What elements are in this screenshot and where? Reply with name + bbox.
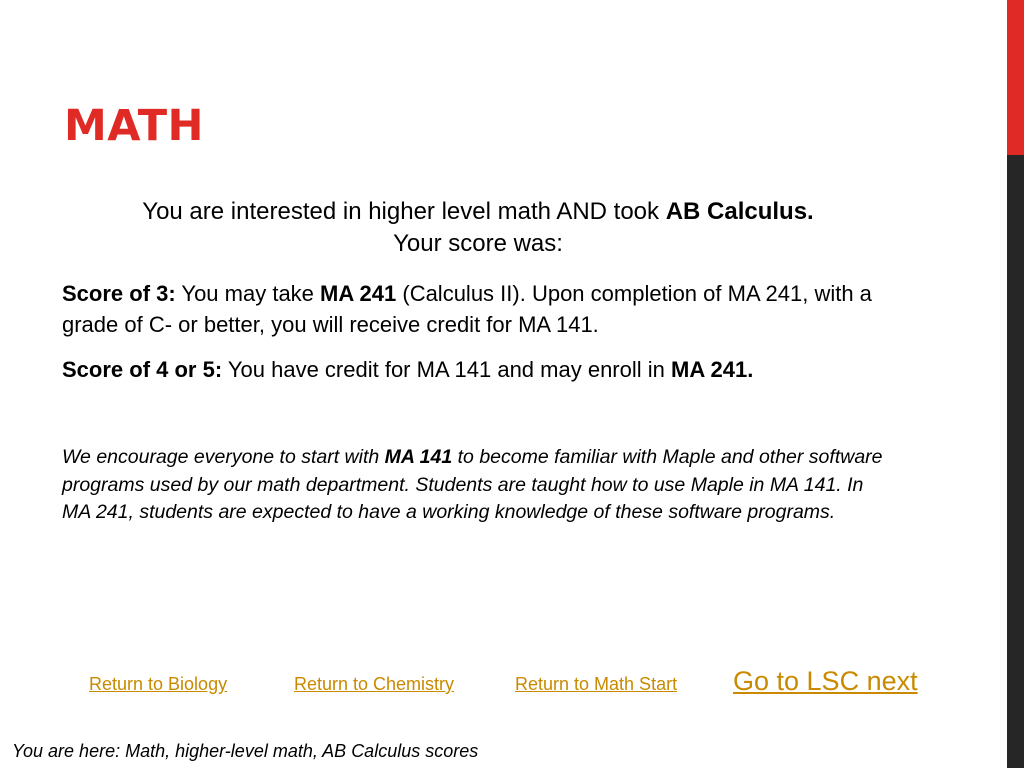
- return-to-biology-link[interactable]: Return to Biology: [89, 674, 228, 694]
- score-4-5-course: MA 241.: [671, 357, 754, 382]
- go-to-lsc-next-link[interactable]: Go to LSC next: [733, 666, 918, 696]
- side-dark-bar: [1007, 155, 1024, 768]
- encourage-text-2: to become familiar with Maple and other software programs used by our math department. Students are taught how to use Maple in MA 141. In MA 241, students are expected to have a working knowledge of these software programs.: [62, 446, 883, 523]
- page-title: MATH: [64, 101, 205, 151]
- side-accent-bar: [1007, 0, 1024, 155]
- intro-course: AB Calculus.: [665, 198, 814, 225]
- encourage-paragraph: [62, 444, 892, 527]
- score-4-5-label: Score of 4 or 5:: [62, 357, 223, 382]
- breadcrumb: You are here: Math, higher-level math, AB Calculus scores: [12, 741, 479, 761]
- return-to-chemistry-link[interactable]: Return to Chemistry: [294, 674, 455, 694]
- score-3-label: Score of 3:: [62, 281, 176, 306]
- encourage-text-1: We encourage everyone to start with: [62, 446, 385, 468]
- score-3-course: MA 241: [320, 281, 397, 306]
- score-4-5-paragraph: [62, 354, 892, 385]
- encourage-course: MA 141: [384, 446, 453, 468]
- intro-text-main: You are interested in higher level math AND took: [142, 198, 666, 225]
- score-3-paragraph: [62, 278, 892, 340]
- score-3-text-1: You may take: [175, 281, 321, 306]
- return-to-math-start-link[interactable]: Return to Math Start: [515, 674, 678, 694]
- score-4-5-text: You have credit for MA 141 and may enroll in: [222, 357, 671, 382]
- intro-score-prompt: Your score was:: [393, 230, 563, 257]
- intro-text: [62, 196, 894, 260]
- score-3-text-2: (Calculus II). Upon completion of MA 241, with a grade of C- or better, you will receive credit for MA 141.: [62, 281, 872, 337]
